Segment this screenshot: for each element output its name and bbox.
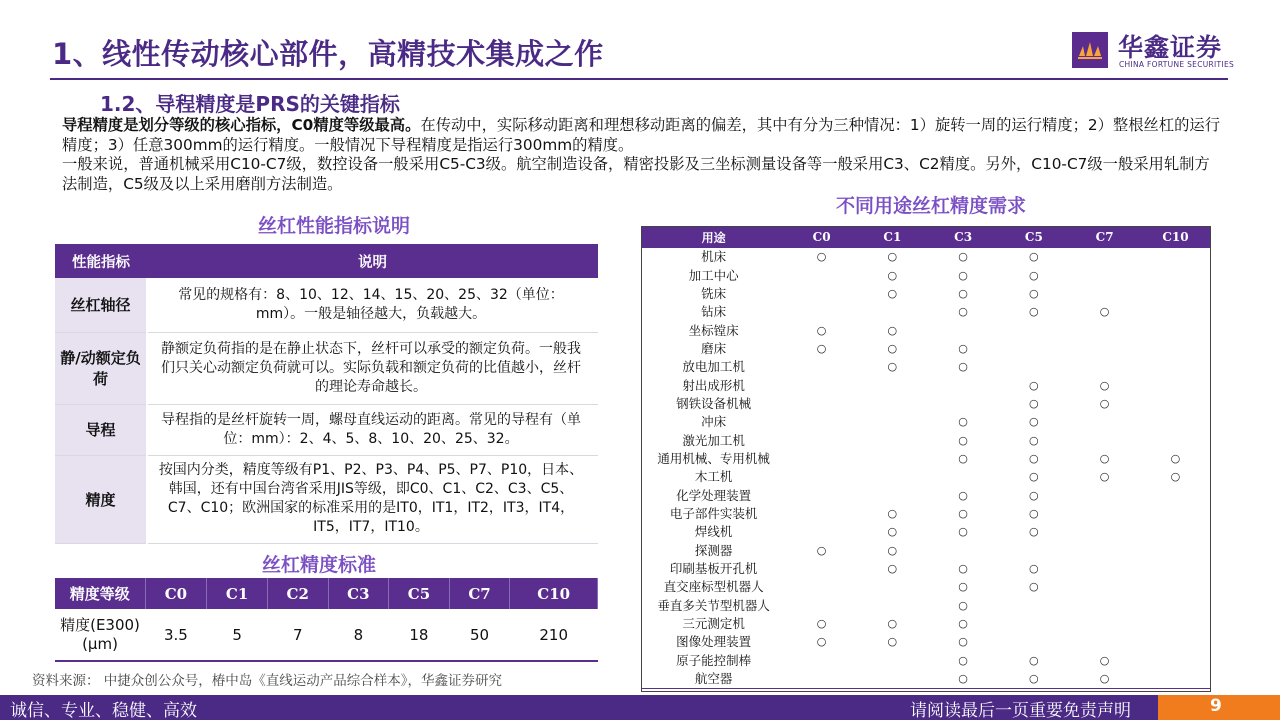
app-mark-cell: ○ [816, 635, 827, 649]
app-mark-cell [1140, 413, 1211, 431]
app-mark-cell [857, 486, 928, 504]
app-header-grade: C3 [928, 226, 999, 248]
table-row [641, 505, 1211, 523]
std-header-grade: C3 [328, 578, 389, 609]
app-mark-cell: ○ [887, 635, 898, 649]
app-mark-cell: ○ [958, 525, 968, 539]
table-row [641, 358, 1211, 376]
app-use-label: 探测器 [694, 542, 733, 558]
app-mark-cell [1140, 285, 1211, 303]
app-mark-cell [1069, 248, 1140, 266]
app-use-label: 钻床 [701, 304, 727, 320]
app-use-label: 化学处理装置 [676, 487, 752, 503]
table-row [55, 404, 598, 455]
app-use-label: 原子能控制棒 [676, 652, 752, 668]
table-row [641, 633, 1211, 651]
app-mark-cell [786, 652, 857, 670]
app-mark-cell [998, 358, 1069, 376]
app-use-label: 电子部件实装机 [669, 505, 758, 521]
app-mark-cell: ○ [816, 323, 827, 337]
app-mark-cell: ○ [1029, 525, 1039, 539]
app-mark-cell: ○ [958, 286, 968, 300]
app-mark-cell [857, 578, 928, 596]
app-mark-cell: ○ [958, 360, 968, 374]
app-mark-cell [928, 542, 999, 560]
app-mark-cell: ○ [958, 653, 968, 667]
app-mark-cell: ○ [958, 451, 968, 465]
app-mark-cell: ○ [887, 250, 898, 264]
app-mark-cell [1069, 505, 1140, 523]
table-row [641, 615, 1211, 633]
std-header-grade: C1 [207, 578, 268, 609]
std-header-grade: C10 [510, 578, 598, 609]
table-row [55, 278, 598, 332]
app-mark-cell [1140, 542, 1211, 560]
app-header-use: 用途 [641, 226, 786, 248]
app-mark-cell [786, 468, 857, 486]
app-use-label: 钢铁设备机械 [676, 395, 752, 411]
app-mark-cell [786, 266, 857, 284]
perf-table-title: 丝杠性能指标说明 [258, 215, 411, 237]
app-mark-cell: ○ [887, 341, 898, 355]
app-mark-cell: ○ [958, 580, 968, 594]
source-note: 资料来源： 中捷众创公众号，椿中岛《直线运动产品综合样本》，华鑫证券研究 [32, 673, 503, 689]
perf-table [55, 244, 598, 544]
table-row [641, 413, 1211, 431]
table-row [641, 652, 1211, 670]
app-mark-cell [857, 413, 928, 431]
app-use-label: 直交座标型机器人 [663, 579, 764, 595]
app-mark-cell: ○ [1029, 286, 1039, 300]
app-mark-cell [786, 358, 857, 376]
app-use-label: 激光加工机 [682, 432, 745, 448]
table-row [641, 523, 1211, 541]
app-mark-cell [1069, 340, 1140, 358]
app-mark-cell [1140, 670, 1211, 689]
app-mark-cell [1140, 340, 1211, 358]
app-mark-cell: ○ [958, 635, 968, 649]
app-use-label: 冲床 [701, 414, 727, 430]
app-mark-cell [928, 468, 999, 486]
std-value: 7 [267, 609, 328, 661]
table-row [641, 395, 1211, 413]
footer-disclaimer: 请阅读最后一页重要免责声明 [910, 701, 1131, 720]
app-mark-cell [1140, 431, 1211, 449]
std-header-grade: C7 [449, 578, 510, 609]
table-row [641, 578, 1211, 596]
app-mark-cell [1069, 597, 1140, 615]
footer-bar [0, 695, 1280, 720]
app-table [641, 226, 1211, 689]
table-row [641, 285, 1211, 303]
app-mark-cell [786, 450, 857, 468]
app-mark-cell: ○ [1029, 506, 1039, 520]
std-table-title: 丝杠精度标准 [262, 554, 377, 576]
page-title: 1、线性传动核心部件，高精技术集成之作 [52, 37, 604, 71]
company-logo [1068, 28, 1236, 72]
table-row [641, 376, 1211, 394]
app-mark-cell: ○ [887, 617, 898, 631]
app-mark-cell: ○ [1069, 670, 1140, 689]
app-mark-cell: ○ [1029, 415, 1039, 429]
app-mark-cell [786, 303, 857, 321]
app-use-label: 图像处理装置 [676, 634, 752, 650]
app-mark-cell [998, 597, 1069, 615]
std-value: 8 [328, 609, 389, 661]
app-mark-cell [1140, 615, 1211, 633]
perf-metric: 丝杠轴径 [55, 278, 147, 332]
app-mark-cell [1140, 505, 1211, 523]
app-mark-cell: ○ [1170, 451, 1181, 465]
app-header-grade: C10 [1140, 226, 1211, 248]
app-header-grade: C7 [1069, 226, 1140, 248]
section-title: 1.2、导程精度是PRS的关键指标 [100, 92, 400, 116]
perf-metric: 静/动额定负荷 [55, 332, 147, 404]
app-mark-cell [1140, 376, 1211, 394]
app-mark-cell [857, 303, 928, 321]
app-mark-cell [1140, 578, 1211, 596]
app-mark-cell [998, 340, 1069, 358]
app-mark-cell [786, 395, 857, 413]
app-mark-cell [857, 670, 928, 689]
app-mark-cell: ○ [887, 360, 898, 374]
app-header-grade: C0 [786, 226, 857, 248]
perf-table-header [55, 244, 598, 278]
app-mark-cell [1069, 523, 1140, 541]
app-mark-cell [1069, 633, 1140, 651]
table-row [641, 450, 1211, 468]
logo-text-cn: 华鑫证券 [1118, 33, 1223, 62]
app-mark-cell: ○ [958, 598, 968, 612]
app-mark-cell [786, 505, 857, 523]
app-mark-cell [1069, 615, 1140, 633]
app-use-label: 印刷基板开孔机 [669, 561, 758, 577]
app-mark-cell: ○ [1170, 470, 1181, 484]
app-mark-cell: ○ [1029, 378, 1039, 392]
app-mark-cell: ○ [928, 670, 999, 689]
app-mark-cell: ○ [1029, 562, 1039, 576]
table-row [641, 560, 1211, 578]
std-value: 50 [449, 609, 510, 661]
app-mark-cell: ○ [816, 543, 827, 557]
std-header-grade: C2 [267, 578, 328, 609]
std-header-grade: C0 [145, 578, 207, 609]
app-mark-cell: ○ [958, 341, 968, 355]
app-mark-cell: ○ [816, 617, 827, 631]
app-mark-cell: ○ [958, 250, 968, 264]
app-mark-cell [1069, 358, 1140, 376]
app-mark-cell: ○ [1099, 653, 1110, 667]
table-row [641, 597, 1211, 615]
app-mark-cell: ○ [1029, 305, 1039, 319]
app-mark-cell: ○ [1029, 470, 1039, 484]
app-use-label: 铣床 [701, 285, 727, 301]
table-row [641, 303, 1211, 321]
app-mark-cell: ○ [1029, 653, 1039, 667]
app-mark-cell: ○ [1029, 268, 1039, 282]
app-mark-cell [1069, 266, 1140, 284]
app-mark-cell [998, 615, 1069, 633]
app-use-label: 磨床 [701, 340, 727, 356]
app-mark-cell [786, 285, 857, 303]
perf-desc: 导程指的是丝杆旋转一周，螺母直线运动的距离。常见的导程有（单位：mm）：2、4、5、8、10、20、25、32。 [147, 404, 598, 455]
table-row [641, 431, 1211, 449]
app-mark-cell: ○ [1029, 250, 1039, 264]
app-mark-cell: ○ [887, 525, 898, 539]
app-mark-cell [786, 523, 857, 541]
intro-lead-rest: 在传动中，实际移动距离和理想移动距离的偏差，其中有分为三种情况：1）旋转一周的运行精度；2）整根丝杠的运行精度；3）任意300mm的运行精度。一般情况下导程精度是指运行300mm的精度。 [62, 116, 1221, 154]
app-mark-cell [786, 578, 857, 596]
app-mark-cell: ○ [1029, 433, 1039, 447]
app-use-label: 航空器 [641, 670, 786, 689]
app-mark-cell [1140, 486, 1211, 504]
app-mark-cell: ○ [816, 250, 827, 264]
app-mark-cell: ○ [958, 488, 968, 502]
app-mark-cell [928, 321, 999, 339]
app-table-title: 不同用途丝杠精度需求 [836, 195, 1027, 217]
intro-text [62, 116, 1224, 194]
std-table [55, 578, 598, 662]
app-header-grade: C1 [857, 226, 928, 248]
table-row [641, 321, 1211, 339]
table-row [641, 670, 1211, 689]
app-mark-cell [786, 413, 857, 431]
app-mark-cell: ○ [887, 562, 898, 576]
app-use-label: 射出成形机 [682, 377, 745, 393]
app-mark-cell: ○ [998, 670, 1069, 689]
app-mark-cell [1140, 597, 1211, 615]
table-row [641, 340, 1211, 358]
app-mark-cell [1140, 303, 1211, 321]
app-mark-cell: ○ [958, 562, 968, 576]
intro-paragraph-2: 一般来说，普通机械采用C10-C7级，数控设备一般采用C5-C3级。航空制造设备，精密投影及三坐标测量设备等一般采用C3、C2精度。另外，C10-C7级一般采用轧制方法制造，C5级及以上采用磨削方法制造。 [62, 155, 1210, 193]
app-mark-cell [1140, 248, 1211, 266]
table-row [55, 332, 598, 404]
app-mark-cell: ○ [1029, 396, 1039, 410]
app-mark-cell: ○ [958, 617, 968, 631]
app-mark-cell [1069, 321, 1140, 339]
logo-mark-icon [1072, 32, 1108, 68]
app-mark-cell [1140, 523, 1211, 541]
app-use-label: 机床 [701, 249, 727, 265]
app-mark-cell [1140, 652, 1211, 670]
app-use-label: 木工机 [694, 469, 733, 485]
perf-header-metric: 性能指标 [55, 244, 147, 278]
intro-paragraph-1 [62, 116, 1224, 155]
table-row [641, 266, 1211, 284]
app-mark-cell [928, 395, 999, 413]
perf-header-desc: 说明 [147, 244, 598, 278]
app-mark-cell [786, 670, 857, 689]
app-use-label: 三元测定机 [682, 616, 745, 632]
title-divider [50, 78, 1228, 80]
app-mark-cell [998, 542, 1069, 560]
app-mark-cell: ○ [887, 268, 898, 282]
app-header-grade: C5 [998, 226, 1069, 248]
table-row [641, 542, 1211, 560]
perf-desc: 按国内分类，精度等级有P1、P2、P3、P4、P5、P7、P10，日本、韩国，还有中国台湾省采用JIS等级，即C0、C1、C2、C3、C5、C7、C10；欧洲国家的标准采用的是IT0，IT1，IT2，IT3，IT4，IT5，IT7，IT10。 [147, 455, 598, 543]
app-mark-cell [1140, 560, 1211, 578]
std-value: 3.5 [145, 609, 207, 661]
app-mark-cell [1069, 431, 1140, 449]
app-mark-cell [1140, 395, 1211, 413]
app-use-label: 放电加工机 [682, 359, 745, 375]
std-value: 5 [207, 609, 268, 661]
perf-desc: 静额定负荷指的是在静止状态下，丝杆可以承受的额定负荷。一般我们只关心动额定负荷就可以。实际负载和额定负荷的比值越小，丝杆的理论寿命越长。 [147, 332, 598, 404]
perf-desc: 常见的规格有：8、10、12、14、15、20、25、32（单位：mm）。一般是轴径越大，负载越大。 [147, 278, 598, 332]
app-mark-cell [786, 376, 857, 394]
app-mark-cell: ○ [1099, 451, 1110, 465]
app-mark-cell [1069, 560, 1140, 578]
app-mark-cell [857, 468, 928, 486]
app-mark-cell [998, 321, 1069, 339]
app-mark-cell: ○ [887, 543, 898, 557]
app-mark-cell [1140, 358, 1211, 376]
app-mark-cell [786, 597, 857, 615]
std-header-label: 精度等级 [55, 578, 145, 609]
table-row [55, 609, 598, 661]
app-mark-cell [857, 431, 928, 449]
app-mark-cell: ○ [1029, 580, 1039, 594]
app-mark-cell: ○ [1099, 396, 1110, 410]
app-mark-cell [857, 376, 928, 394]
app-mark-cell [857, 450, 928, 468]
app-mark-cell: ○ [958, 433, 968, 447]
app-mark-cell: ○ [1099, 305, 1110, 319]
std-table-header [55, 578, 598, 609]
app-mark-cell [786, 486, 857, 504]
table-row [55, 455, 598, 543]
app-mark-cell [1140, 321, 1211, 339]
app-mark-cell: ○ [958, 305, 968, 319]
app-use-label: 垂直多关节型机器人 [657, 597, 770, 613]
app-mark-cell [857, 652, 928, 670]
app-mark-cell [857, 395, 928, 413]
app-use-label: 加工中心 [688, 267, 739, 283]
intro-lead: 导程精度是划分等级的核心指标，C0精度等级最高。 [62, 116, 421, 134]
app-mark-cell: ○ [816, 341, 827, 355]
app-use-label: 通用机械、专用机械 [657, 450, 770, 466]
page-number: 9 [1210, 696, 1222, 716]
app-mark-cell: ○ [887, 323, 898, 337]
std-value: 210 [510, 609, 598, 661]
app-mark-cell [1140, 266, 1211, 284]
app-mark-cell [998, 633, 1069, 651]
page-number-box [1158, 695, 1280, 720]
app-mark-cell [1069, 285, 1140, 303]
perf-metric: 导程 [55, 404, 147, 455]
app-mark-cell [1069, 542, 1140, 560]
app-mark-cell: ○ [958, 268, 968, 282]
app-use-label: 焊线机 [694, 524, 733, 540]
table-row [641, 468, 1211, 486]
app-mark-cell [786, 431, 857, 449]
app-mark-cell: ○ [887, 286, 898, 300]
app-mark-cell: ○ [958, 415, 968, 429]
app-mark-cell [1069, 578, 1140, 596]
app-mark-cell [1069, 413, 1140, 431]
app-mark-cell: ○ [1099, 378, 1110, 392]
app-mark-cell: ○ [887, 506, 898, 520]
std-value: 18 [389, 609, 450, 661]
app-mark-cell [786, 560, 857, 578]
app-mark-cell [1069, 486, 1140, 504]
app-mark-cell [928, 376, 999, 394]
app-mark-cell: ○ [1029, 451, 1039, 465]
table-row [641, 486, 1211, 504]
app-table-header [641, 226, 1211, 248]
std-header-grade: C5 [389, 578, 450, 609]
footer-slogan: 诚信、专业、稳健、高效 [10, 701, 197, 720]
app-table-body [641, 248, 1211, 688]
logo-text-en: CHINA FORTUNE SECURITIES [1119, 60, 1235, 69]
app-mark-cell [857, 597, 928, 615]
app-mark-cell: ○ [958, 506, 968, 520]
app-mark-cell: ○ [1029, 488, 1039, 502]
perf-metric: 精度 [55, 455, 147, 543]
app-mark-cell: ○ [1099, 470, 1110, 484]
std-row-label: 精度(E300)(μm) [55, 609, 145, 661]
table-row [641, 248, 1211, 266]
app-mark-cell [1140, 633, 1211, 651]
app-use-label: 坐标镗床 [688, 322, 739, 338]
